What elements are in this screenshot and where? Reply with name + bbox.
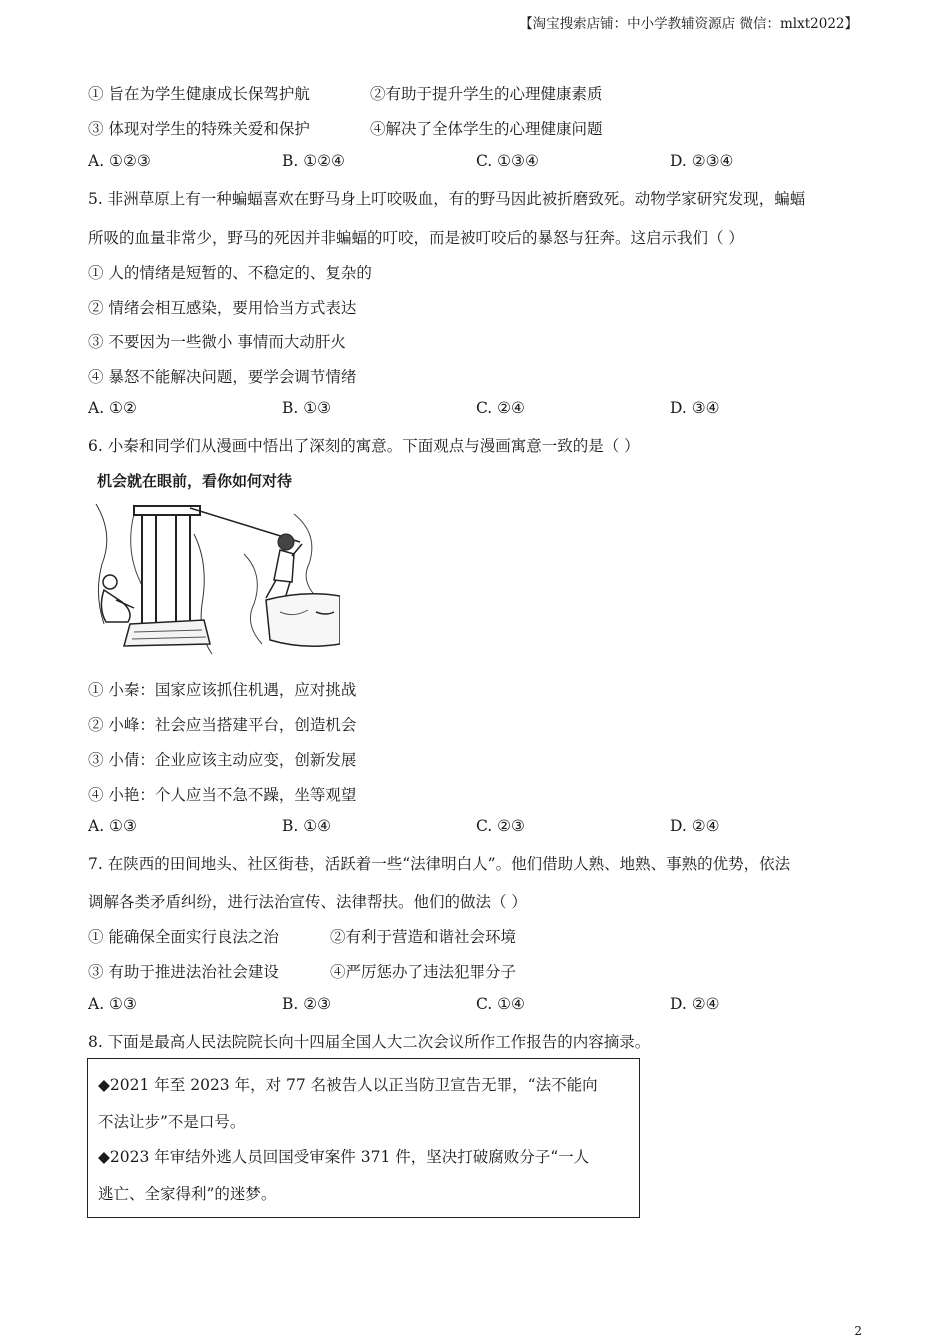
q6-stem: 6. 小秦和同学们从漫画中悟出了深刻的寓意。下面观点与漫画寓意一致的是（ ）	[88, 437, 640, 455]
q4-option-d: D. ②③④	[670, 152, 734, 170]
page-number: 2	[854, 1324, 862, 1338]
q5-statement-4: ④ 暴怒不能解决问题，要学会调节情绪	[88, 368, 357, 386]
q5-stem-line-2: 所吸的血量非常少，野马的死因并非蝙蝠的叮咬，而是被叮咬后的暴怒与狂奔。这启示我们（ ）	[88, 229, 744, 247]
q6-statement-3: ③ 小倩：企业应该主动应变，创新发展	[88, 751, 357, 769]
q4-statement-1: ① 旨在为学生健康成长保驾护航	[88, 85, 310, 103]
q6-option-d: D. ②④	[670, 817, 720, 835]
q4-option-c: C. ①③④	[476, 152, 539, 170]
q8-excerpt-line-3: ◆2023 年审结外逃人员回国受审案件 371 件，坚决打破腐败分子“一人	[98, 1148, 590, 1166]
q7-statement-1: ① 能确保全面实行良法之治	[88, 928, 279, 946]
q7-stem-line-1: 7. 在陕西的田间地头、社区街巷，活跃着一些“法律明白人”。他们借助人熟、地熟、事熟的优势，依法	[88, 855, 791, 873]
q7-stem-line-2: 调解各类矛盾纠纷，进行法治宣传、法律帮扶。他们的做法（ ）	[88, 893, 527, 911]
page-header: 【淘宝搜索店铺：中小学教辅资源店 微信：mlxt2022】	[519, 16, 858, 32]
q8-excerpt-line-2: 不法让步”不是口号。	[98, 1113, 246, 1131]
q8-stem: 8. 下面是最高人民法院院长向十四届全国人大二次会议所作工作报告的内容摘录。	[88, 1033, 651, 1051]
q5-option-b: B. ①③	[282, 399, 332, 417]
q5-statement-2: ② 情绪会相互感染，要用恰当方式表达	[88, 299, 357, 317]
q6-statement-1: ① 小秦：国家应该抓住机遇，应对挑战	[88, 681, 357, 699]
cartoon-image	[94, 494, 340, 660]
q7-option-b: B. ②③	[282, 995, 332, 1013]
q4-statement-2: ②有助于提升学生的心理健康素质	[370, 85, 603, 103]
q4-option-b: B. ①②④	[282, 152, 345, 170]
q7-option-d: D. ②④	[670, 995, 720, 1013]
q7-option-a: A. ①③	[88, 995, 137, 1013]
q5-statement-1: ① 人的情绪是短暂的、不稳定的、复杂的	[88, 264, 372, 282]
q7-statement-2: ②有利于营造和谐社会环境	[330, 928, 517, 946]
q4-option-a: A. ①②③	[88, 152, 151, 170]
q6-statement-4: ④ 小艳：个人应当不急不躁，坐等观望	[88, 786, 357, 804]
q7-option-c: C. ①④	[476, 995, 525, 1013]
cartoon-title: 机会就在眼前，看你如何对待	[97, 472, 293, 490]
q6-option-c: C. ②③	[476, 817, 525, 835]
q6-option-a: A. ①③	[88, 817, 137, 835]
q8-excerpt-line-4: 逃亡、全家得利”的迷梦。	[98, 1185, 277, 1203]
q5-option-d: D. ③④	[670, 399, 720, 417]
q6-option-b: B. ①④	[282, 817, 332, 835]
q8-excerpt-line-1: ◆2021 年至 2023 年，对 77 名被告人以正当防卫宣告无罪，“法不能向	[98, 1076, 598, 1094]
q7-statement-3: ③ 有助于推进法治社会建设	[88, 963, 279, 981]
q5-stem-line-1: 5. 非洲草原上有一种蝙蝠喜欢在野马身上叮咬吸血，有的野马因此被折磨致死。动物学家研究发现，蝙蝠	[88, 190, 806, 208]
q4-statement-4: ④解决了全体学生的心理健康问题	[370, 120, 603, 138]
q8-excerpt-box	[87, 1058, 640, 1218]
q5-option-c: C. ②④	[476, 399, 525, 417]
q7-statement-4: ④严厉惩办了违法犯罪分子	[330, 963, 517, 981]
q4-statement-3: ③ 体现对学生的特殊关爱和保护	[88, 120, 310, 138]
q6-statement-2: ② 小峰：社会应当搭建平台，创造机会	[88, 716, 357, 734]
q5-option-a: A. ①②	[88, 399, 137, 417]
q5-statement-3: ③ 不要因为一些微小 事情而大动肝火	[88, 333, 346, 351]
